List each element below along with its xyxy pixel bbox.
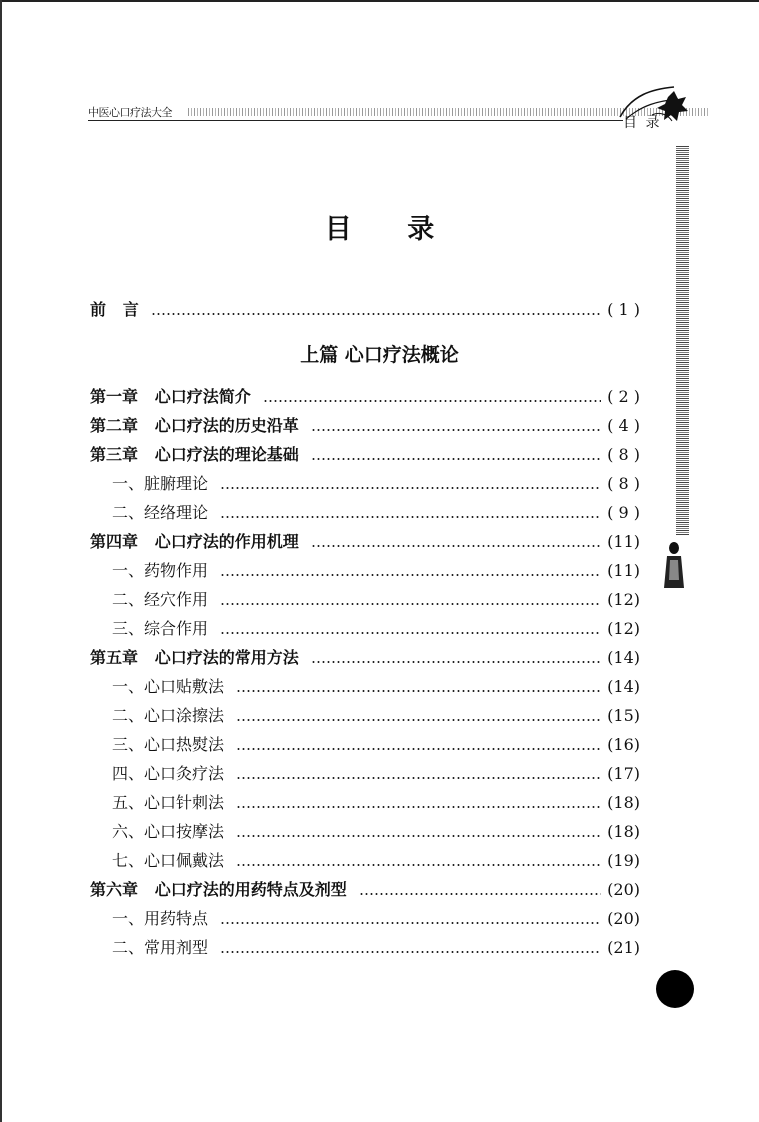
- entry-page: (19): [607, 851, 640, 870]
- entry-title: 七、心口佩戴法: [112, 851, 225, 870]
- left-border: [0, 0, 2, 1122]
- toc-entry[interactable]: [112, 791, 640, 815]
- dot-leader: [151, 313, 601, 315]
- dot-leader: [311, 545, 601, 547]
- dot-leader: [311, 661, 601, 663]
- dot-leader: [220, 516, 601, 518]
- section-label: 目 录: [623, 115, 662, 131]
- page-title: [0, 207, 759, 246]
- dot-leader: [236, 864, 601, 866]
- book-title: 中医心口疗法大全: [88, 106, 172, 119]
- top-border: [0, 0, 759, 2]
- toc-entry[interactable]: [112, 936, 640, 960]
- dot-leader: [220, 574, 601, 576]
- dot-leader: [220, 632, 601, 634]
- toc-entry[interactable]: [90, 646, 640, 670]
- entry-page: ( 1 ): [607, 300, 640, 319]
- toc-entry[interactable]: [90, 878, 640, 902]
- entry-title: 五、心口针刺法: [112, 793, 225, 812]
- toc-entry[interactable]: [112, 704, 640, 728]
- dot-leader: [236, 835, 601, 837]
- entry-page: ( 8 ): [607, 445, 640, 464]
- entry-page: ( 4 ): [607, 416, 640, 435]
- figure-decoration-icon: [662, 540, 686, 590]
- entry-title: 第二章 心口疗法的历史沿革: [90, 416, 299, 435]
- entry-page: (16): [607, 735, 640, 754]
- dot-leader: [236, 690, 601, 692]
- toc-entry[interactable]: [112, 733, 640, 757]
- entry-page: ( 2 ): [607, 387, 640, 406]
- entry-page: (15): [607, 706, 640, 725]
- toc-entry[interactable]: [112, 849, 640, 873]
- entry-page: (14): [607, 648, 640, 667]
- title-char: 录: [407, 214, 435, 245]
- entry-page: (18): [607, 793, 640, 812]
- entry-title: 一、用药特点: [112, 909, 209, 928]
- toc-entry[interactable]: [112, 588, 640, 612]
- toc-entry[interactable]: [90, 443, 640, 467]
- dot-leader: [220, 922, 601, 924]
- toc-entry[interactable]: [112, 501, 640, 525]
- dot-leader: [220, 603, 601, 605]
- toc-entry-preface[interactable]: [90, 298, 640, 322]
- entry-title: 三、综合作用: [112, 619, 209, 638]
- entry-page: (20): [607, 880, 640, 899]
- entry-title: 第五章 心口疗法的常用方法: [90, 648, 299, 667]
- dot-leader: [220, 487, 601, 489]
- dot-leader: [263, 400, 601, 402]
- toc-entry[interactable]: [90, 385, 640, 409]
- toc-entry[interactable]: [112, 762, 640, 786]
- entry-title: 二、心口涂擦法: [112, 706, 225, 725]
- toc-entry[interactable]: [112, 472, 640, 496]
- header-rule: [88, 120, 623, 121]
- entry-title: 四、心口灸疗法: [112, 764, 225, 783]
- entry-page: (18): [607, 822, 640, 841]
- toc-entry[interactable]: [112, 559, 640, 583]
- entry-page: ( 8 ): [607, 474, 640, 493]
- entry-page: (20): [607, 909, 640, 928]
- toc-entry[interactable]: [90, 530, 640, 554]
- entry-page: (11): [607, 561, 640, 580]
- part-title: 上篇 心口疗法概论: [300, 344, 459, 366]
- dot-leader: [236, 748, 601, 750]
- entry-title: 一、脏腑理论: [112, 474, 209, 493]
- dot-leader: [236, 777, 601, 779]
- entry-title: 二、经穴作用: [112, 590, 209, 609]
- entry-title: 第六章 心口疗法的用药特点及剂型: [90, 880, 347, 899]
- entry-page: (11): [607, 532, 640, 551]
- entry-title: 第一章 心口疗法简介: [90, 387, 251, 406]
- dot-leader: [359, 893, 601, 895]
- entry-page: (21): [607, 938, 640, 957]
- dot-leader: [236, 806, 601, 808]
- page-marker-circle: [656, 970, 694, 1008]
- toc-entry[interactable]: [112, 617, 640, 641]
- toc-entry[interactable]: [112, 820, 640, 844]
- toc-entry[interactable]: [90, 414, 640, 438]
- entry-page: (12): [607, 619, 640, 638]
- entry-title: 六、心口按摩法: [112, 822, 225, 841]
- entry-title: 二、常用剂型: [112, 938, 209, 957]
- entry-title: 一、药物作用: [112, 561, 209, 580]
- entry-title: 前 言: [90, 300, 139, 319]
- entry-page: (14): [607, 677, 640, 696]
- toc-entry[interactable]: [112, 907, 640, 931]
- entry-title: 三、心口热熨法: [112, 735, 225, 754]
- toc-entry[interactable]: [112, 675, 640, 699]
- dot-leader: [311, 429, 601, 431]
- entry-page: (17): [607, 764, 640, 783]
- entry-title: 第四章 心口疗法的作用机理: [90, 532, 299, 551]
- dot-leader: [220, 951, 601, 953]
- dot-leader: [311, 458, 601, 460]
- entry-title: 二、经络理论: [112, 503, 209, 522]
- title-char: 目: [324, 214, 352, 245]
- dot-leader: [236, 719, 601, 721]
- entry-page: ( 9 ): [607, 503, 640, 522]
- entry-title: 一、心口贴敷法: [112, 677, 225, 696]
- entry-title: 第三章 心口疗法的理论基础: [90, 445, 299, 464]
- running-header: [88, 102, 623, 122]
- entry-page: (12): [607, 590, 640, 609]
